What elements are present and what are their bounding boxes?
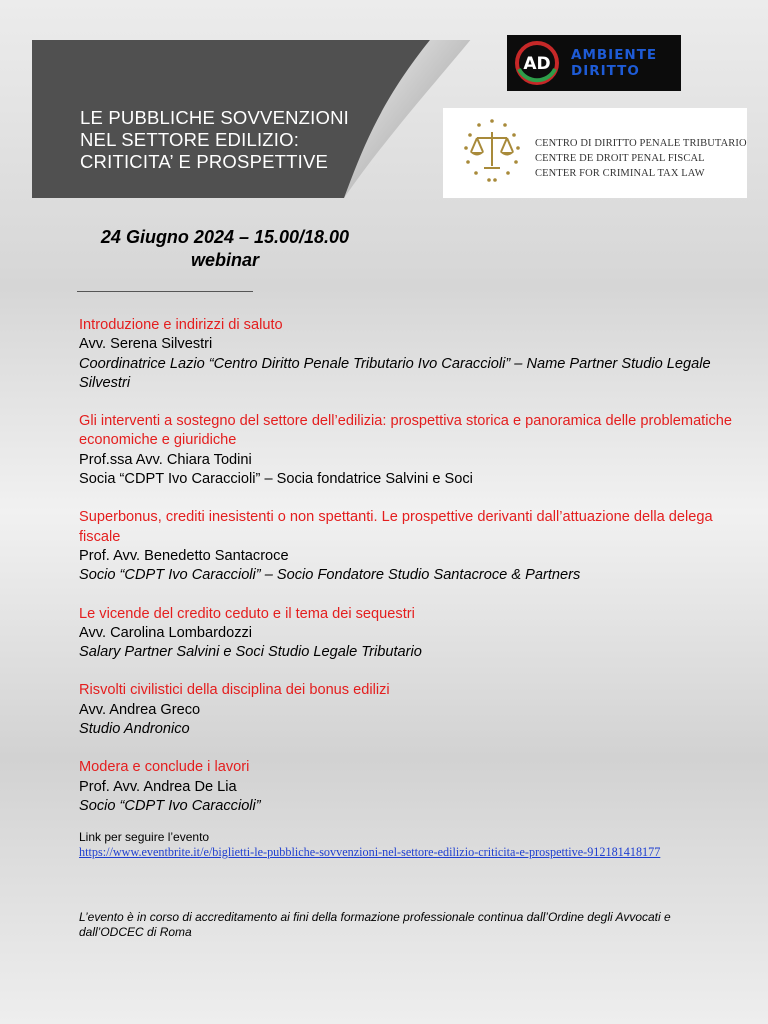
ad-circle-mark-icon bbox=[511, 39, 567, 87]
title-banner bbox=[32, 40, 474, 198]
scales-of-justice-icon bbox=[457, 116, 527, 190]
event-date bbox=[80, 226, 370, 272]
program-speaker: Prof. Avv. Benedetto Santacroce bbox=[79, 547, 289, 564]
program-speaker-role: Socio “CDPT Ivo Caraccioli” bbox=[79, 797, 261, 814]
program-speaker-role: Socia “CDPT Ivo Caraccioli” – Socia fondatrice Salvini e Soci bbox=[79, 471, 473, 488]
program-speaker-role: Studio Andronico bbox=[79, 721, 190, 738]
program-item bbox=[79, 508, 739, 585]
program-topic: Introduzione e indirizzi di saluto bbox=[79, 317, 283, 333]
program-speaker: Avv. Serena Silvestri bbox=[79, 336, 213, 353]
program-speaker: Avv. Carolina Lombardozzi bbox=[79, 624, 253, 641]
program-topic: Modera e conclude i lavori bbox=[79, 759, 250, 776]
program-item bbox=[79, 681, 739, 739]
ad-mark-text: AD bbox=[523, 54, 551, 74]
event-title-line: NEL SETTORE EDILIZIO: bbox=[80, 129, 300, 150]
program-speaker-role: Socio “CDPT Ivo Caraccioli” – Socio Fondatore Studio Santacroce & Partners bbox=[79, 567, 581, 584]
event-link-label: Link per seguire l’evento bbox=[79, 830, 210, 844]
program-item bbox=[79, 412, 739, 489]
program-item bbox=[79, 758, 739, 816]
event-date-time: 24 Giugno 2024 – 15.00/18.00 bbox=[100, 227, 350, 247]
program-topic: Risvolti civilistici della disciplina dei bonus edilizi bbox=[79, 682, 390, 699]
event-title bbox=[80, 107, 380, 173]
program-speaker-role: Coordinatrice Lazio “Centro Diritto Penale Tributario Ivo Caraccioli” – Name Partner Studio Legale Silvestri bbox=[79, 355, 711, 391]
ad-word-1: AMBIENTE bbox=[571, 47, 658, 63]
program-topic: Le vicende del credito ceduto e il tema dei sequestri bbox=[79, 605, 415, 622]
program-list bbox=[79, 316, 739, 835]
program-item bbox=[79, 605, 739, 663]
program-topic: Superbonus, crediti inesistenti o non spettanti. Le prospettive derivanti dall’attuazione della delega fiscale bbox=[79, 509, 713, 545]
divider bbox=[77, 291, 253, 292]
event-title-line: CRITICITA’ E PROSPETTIVE bbox=[80, 151, 329, 172]
eventbrite-link[interactable]: https://www.eventbrite.it/e/biglietti-le-pubbliche-sovvenzioni-nel-settore-edilizio-criticita-e-prospettive-912181418177 bbox=[79, 845, 661, 859]
ambiente-diritto-logo bbox=[507, 35, 681, 91]
cdpt-name-line: CENTRO DI DIRITTO PENALE TRIBUTARIO bbox=[535, 138, 747, 149]
cdpt-logo bbox=[443, 108, 747, 198]
event-link-block bbox=[79, 830, 719, 860]
program-topic: Gli interventi a sostegno del settore dell’edilizia: prospettiva storica e panoramica delle problematiche economiche e giuridiche bbox=[79, 413, 733, 449]
cdpt-name bbox=[535, 136, 747, 181]
program-speaker: Prof. Avv. Andrea De Lia bbox=[79, 778, 237, 795]
ad-wordmark bbox=[571, 47, 657, 79]
program-item bbox=[79, 316, 739, 393]
program-speaker: Prof.ssa Avv. Chiara Todini bbox=[79, 451, 252, 468]
accreditation-note: L’evento è in corso di accreditamento ai fini della formazione professionale continua dall’Ordine degli Avvocati e dall’ODCEC di Roma bbox=[79, 910, 671, 939]
cdpt-name-line: CENTRE DE DROIT PENAL FISCAL bbox=[535, 153, 705, 164]
event-title-line: LE PUBBLICHE SOVVENZIONI bbox=[80, 107, 350, 128]
event-format: webinar bbox=[190, 250, 260, 270]
program-speaker-role: Salary Partner Salvini e Soci Studio Legale Tributario bbox=[79, 644, 422, 661]
ad-word-2: DIRITTO bbox=[571, 63, 640, 79]
cdpt-name-line: CENTER FOR CRIMINAL TAX LAW bbox=[535, 168, 705, 179]
program-speaker: Avv. Andrea Greco bbox=[79, 701, 201, 718]
